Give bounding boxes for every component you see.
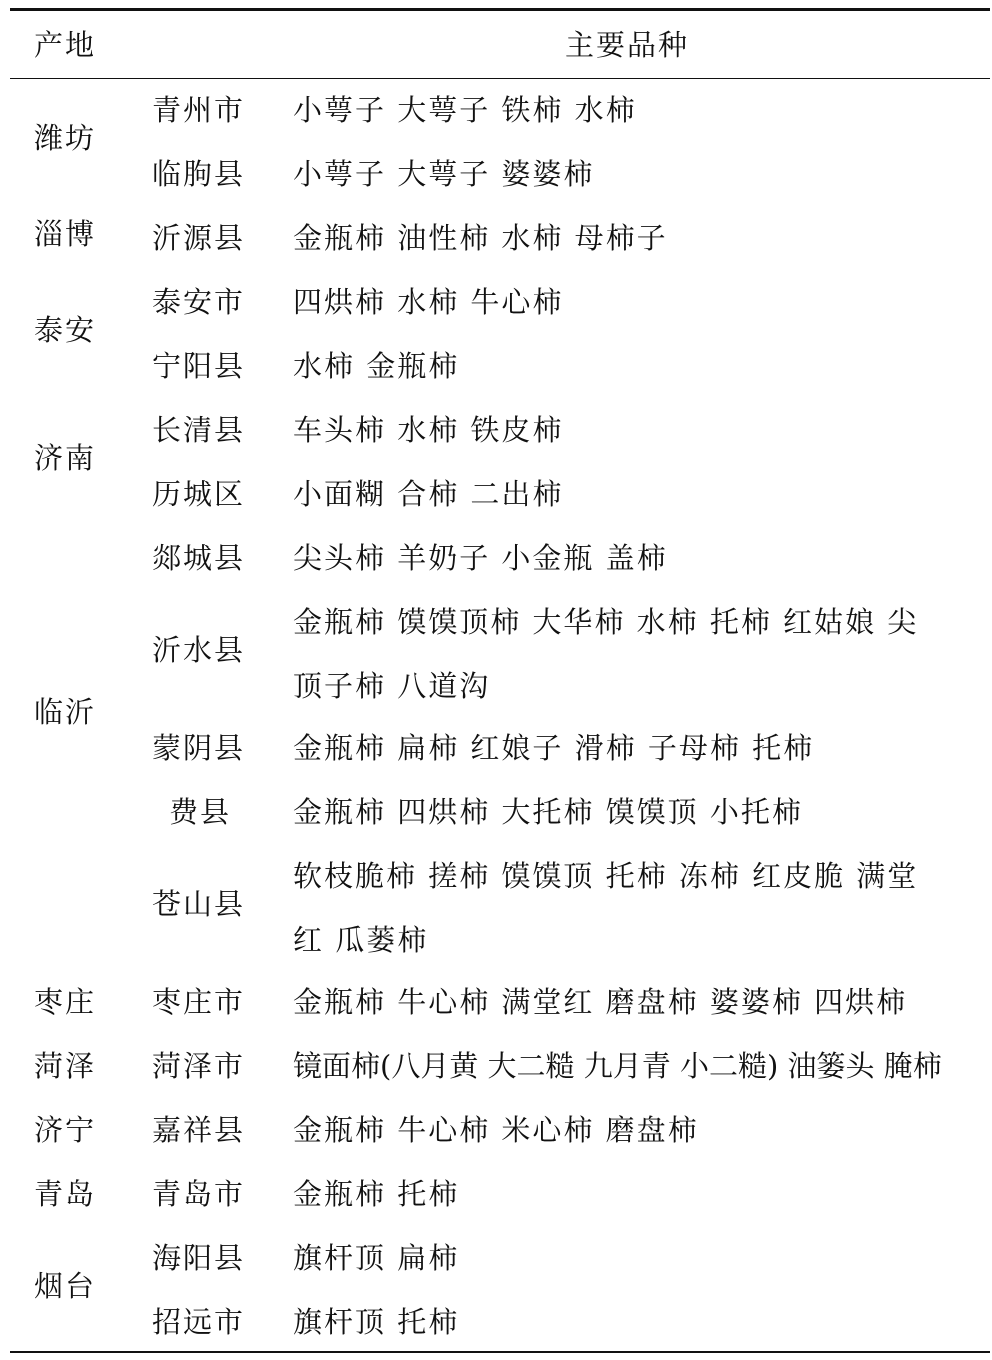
region-taian: 泰安 xyxy=(34,313,97,347)
county-cell: 青州市 xyxy=(152,93,246,127)
region-linyi: 临沂 xyxy=(34,695,97,729)
header-varieties: 主要品种 xyxy=(565,28,690,62)
varieties-cell: 尖头柿 羊奶子 小金瓶 盖柿 xyxy=(293,541,668,575)
county-cell: 菏泽市 xyxy=(152,1049,246,1083)
county-cell: 历城区 xyxy=(152,477,246,511)
county-cell: 招远市 xyxy=(152,1305,246,1339)
varieties-cell: 软枝脆柿 搓柿 馍馍顶 托柿 冻柿 红皮脆 满堂 xyxy=(293,859,919,893)
varieties-cell: 旗杆顶 托柿 xyxy=(293,1305,460,1339)
varieties-cell: 金瓶柿 托柿 xyxy=(293,1177,460,1211)
varieties-cell: 水柿 金瓶柿 xyxy=(293,349,460,383)
county-cell: 长清县 xyxy=(152,413,246,447)
varieties-cell: 小萼子 大萼子 铁柿 水柿 xyxy=(293,93,637,127)
county-cell: 临朐县 xyxy=(152,157,246,191)
county-cell: 费县 xyxy=(168,795,231,829)
varieties-cell: 金瓶柿 馍馍顶柿 大华柿 水柿 托柿 红姑娘 尖 xyxy=(293,605,919,639)
bottom-rule xyxy=(10,1351,990,1353)
header-origin: 产地 xyxy=(34,28,97,62)
county-cell: 苍山县 xyxy=(152,887,246,921)
varieties-cell: 小萼子 大萼子 婆婆柿 xyxy=(293,157,595,191)
county-cell: 泰安市 xyxy=(152,285,246,319)
region-jinan: 济南 xyxy=(34,441,97,475)
varieties-cell: 镜面柿(八月黄 大二糙 九月青 小二糙) 油篓头 腌柿 xyxy=(293,1049,942,1083)
varieties-cell: 金瓶柿 扁柿 红娘子 滑柿 子母柿 托柿 xyxy=(293,731,815,765)
county-cell: 沂源县 xyxy=(152,221,246,255)
county-cell: 青岛市 xyxy=(152,1177,246,1211)
county-cell: 海阳县 xyxy=(152,1241,246,1275)
varieties-cell: 车头柿 水柿 铁皮柿 xyxy=(293,413,564,447)
county-cell: 宁阳县 xyxy=(152,349,246,383)
region-zaozhuang: 枣庄 xyxy=(34,985,97,1019)
varieties-cell-continued: 红 瓜蒌柿 xyxy=(293,923,429,957)
top-rule xyxy=(10,8,990,11)
varieties-cell: 小面糊 合柿 二出柿 xyxy=(293,477,564,511)
county-cell: 蒙阴县 xyxy=(152,731,246,765)
county-cell: 嘉祥县 xyxy=(152,1113,246,1147)
region-heze: 菏泽 xyxy=(34,1049,97,1083)
varieties-cell: 金瓶柿 牛心柿 满堂红 磨盘柿 婆婆柿 四烘柿 xyxy=(293,985,908,1019)
county-cell: 枣庄市 xyxy=(152,985,246,1019)
varieties-cell-continued: 顶子柿 八道沟 xyxy=(293,669,491,703)
county-cell: 沂水县 xyxy=(152,633,246,667)
region-qingdao: 青岛 xyxy=(34,1177,97,1211)
region-zibo: 淄博 xyxy=(34,217,97,251)
varieties-cell: 四烘柿 水柿 牛心柿 xyxy=(293,285,564,319)
varieties-cell: 金瓶柿 油性柿 水柿 母柿子 xyxy=(293,221,668,255)
region-weifang: 潍坊 xyxy=(34,121,97,155)
varieties-cell: 旗杆顶 扁柿 xyxy=(293,1241,460,1275)
county-cell: 郯城县 xyxy=(152,541,246,575)
region-yantai: 烟台 xyxy=(34,1269,97,1303)
varieties-cell: 金瓶柿 四烘柿 大托柿 馍馍顶 小托柿 xyxy=(293,795,803,829)
varieties-cell: 金瓶柿 牛心柿 米心柿 磨盘柿 xyxy=(293,1113,699,1147)
region-jining: 济宁 xyxy=(34,1113,97,1147)
